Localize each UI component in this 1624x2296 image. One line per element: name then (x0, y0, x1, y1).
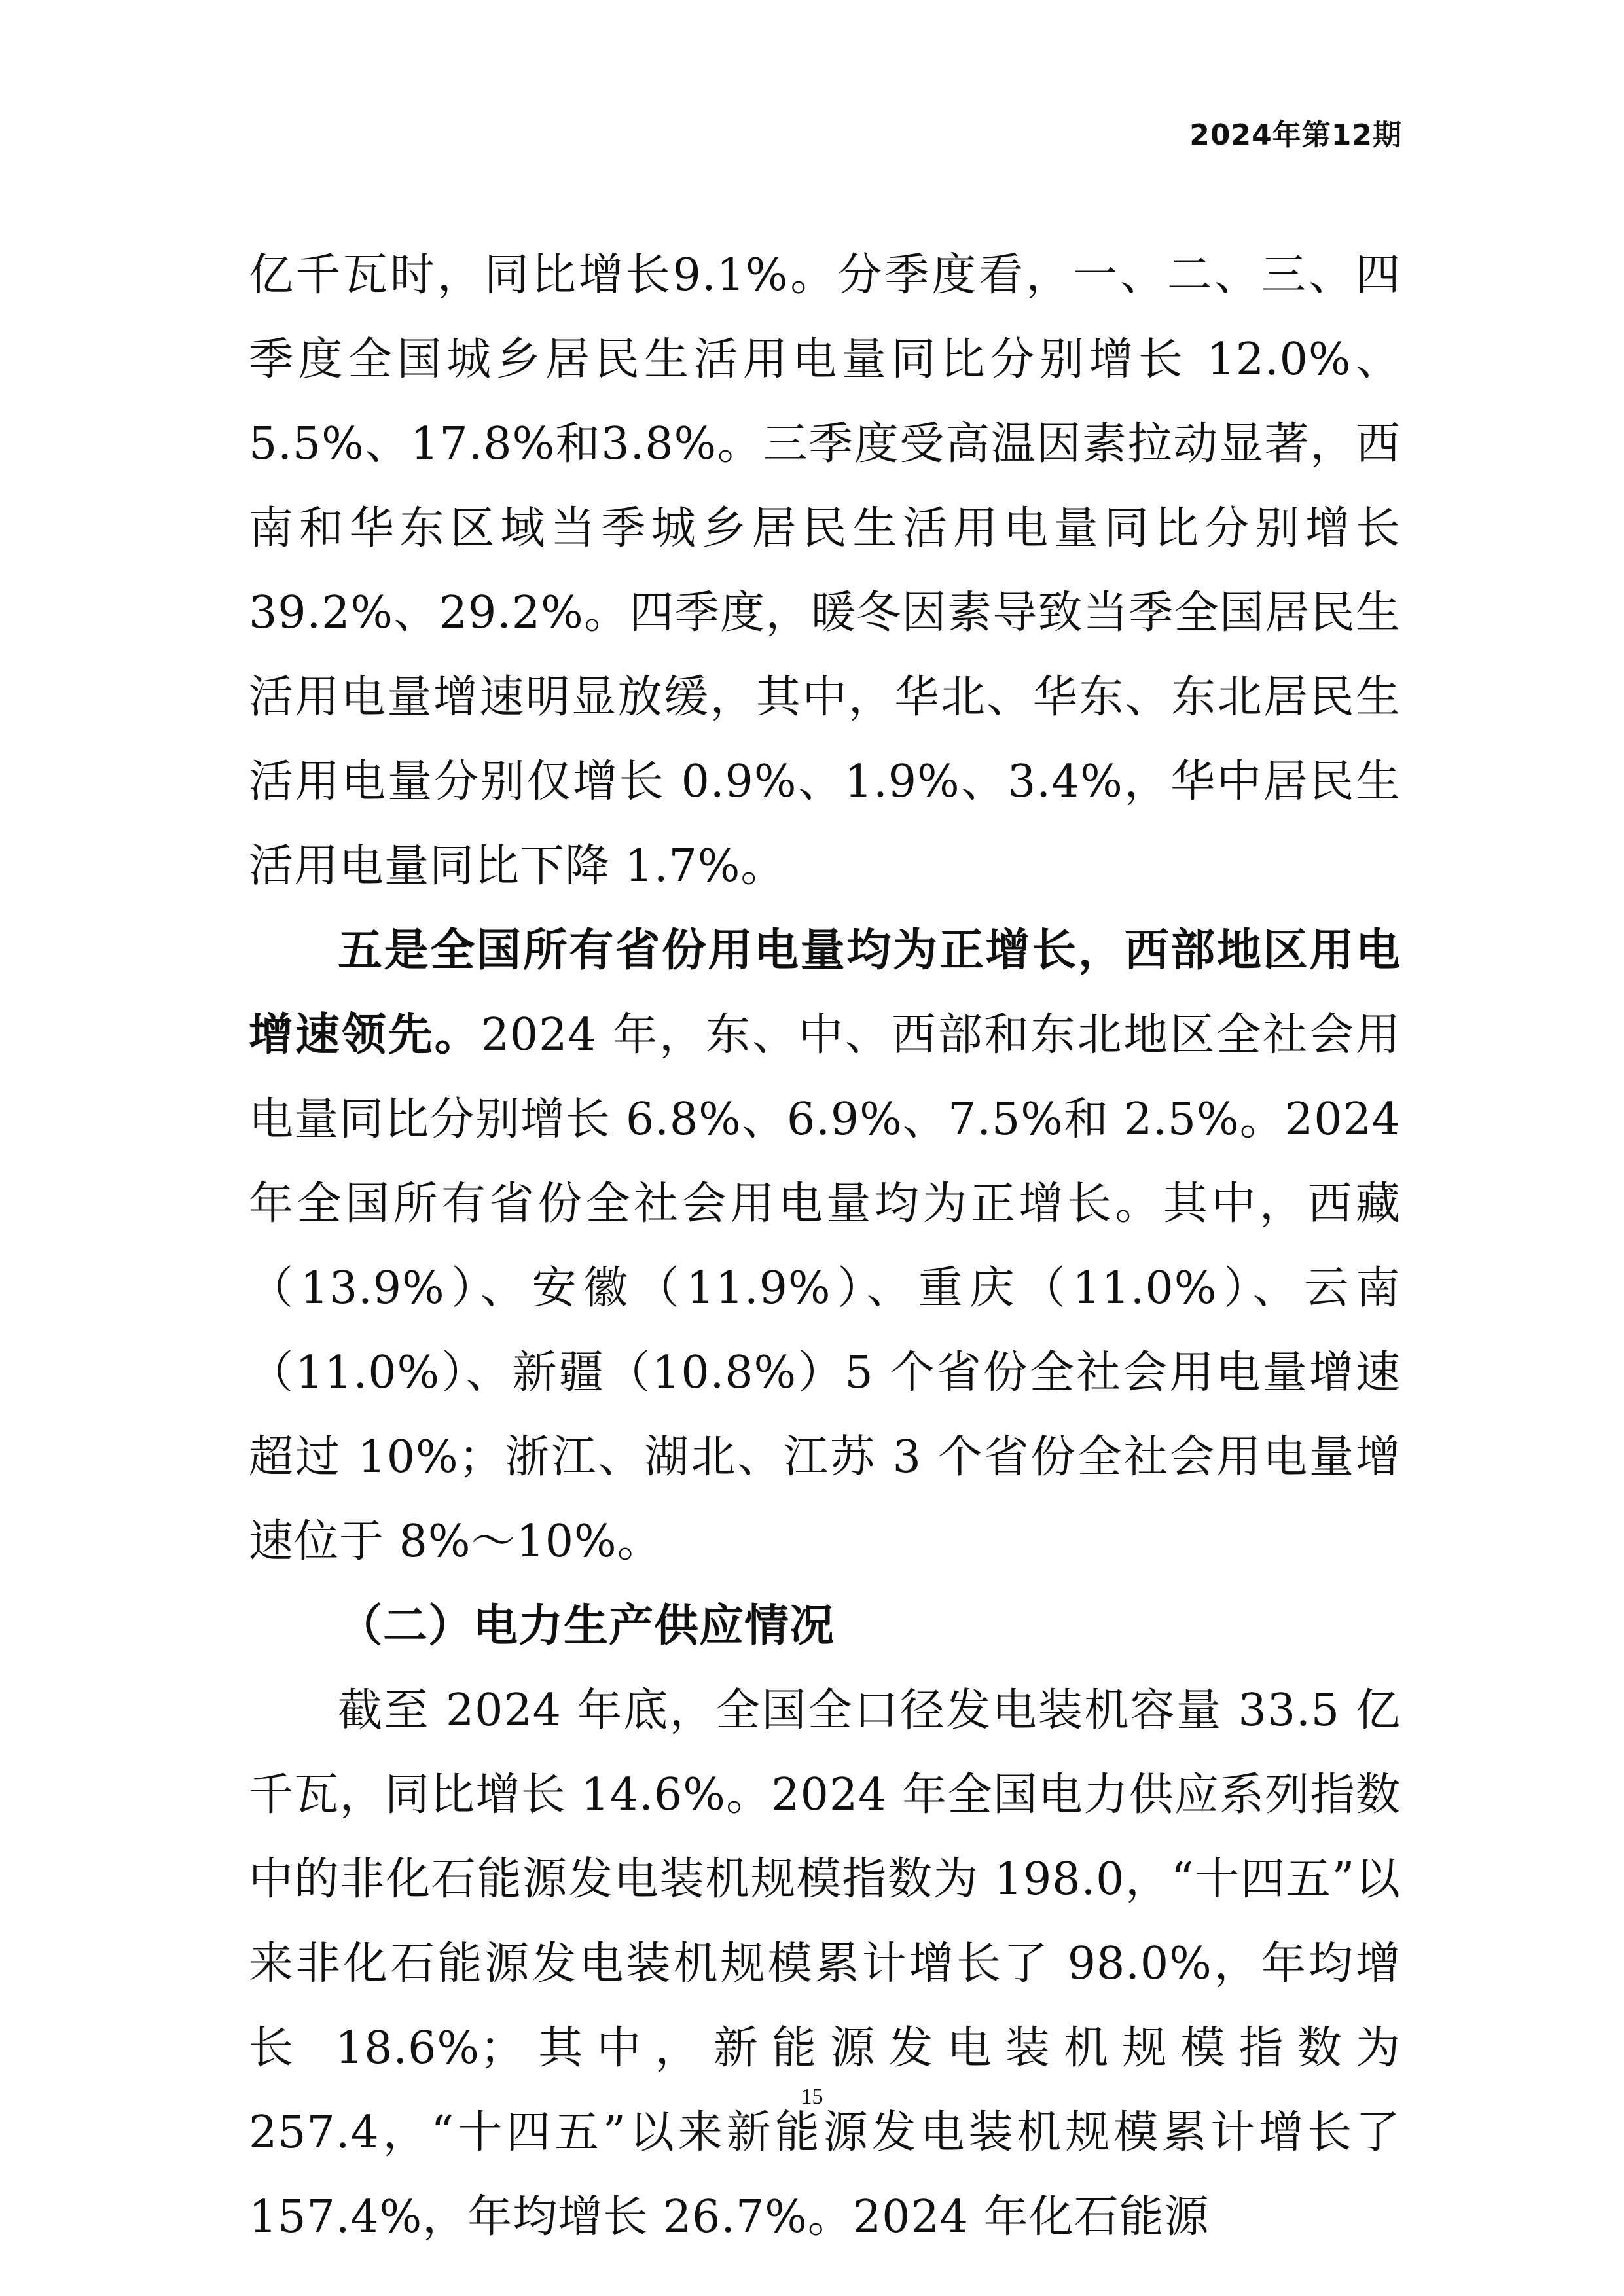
section-heading-power-supply: （二）电力生产供应情况 (338, 1600, 835, 1652)
paragraph-body-text: 2024 年，东、中、西部和东北地区全社会用电量同比分别增长 6.8%、6.9%、7.5%和 2.5%。2024 年全国所有省份全社会用电量均为正增长。其中，西藏（13.9%）、安徽（11.9%）、重庆（11.0%）、云南（11.0%）、新疆（10.8%）5 个省份全社会用电量增速超过 10%；浙江、湖北、江苏 3 个省份全社会用电量增速位于 8%～10%。 (249, 1009, 1401, 1568)
issue-label: 2024年第12期 (1189, 118, 1402, 152)
page-number: 15 (801, 2085, 823, 2109)
paragraph-residential-electricity: 亿千瓦时，同比增长9.1%。分季度看，一、二、三、四季度全国城乡居民生活用电量同比分别增长 12.0%、5.5%、17.8%和3.8%。三季度受高温因素拉动显著，西南和华东区域当季城乡居民生活用电量同比分别增长 39.2%、29.2%。四季度，暖冬因素导致当季全国居民生活用电量增速明显放缓，其中，华北、华东、东北居民生活用电量分别仅增长 0.9%、1.9%、3.4%，华中居民生活用电量同比下降 1.7%。 (249, 249, 1401, 892)
paragraph-provincial-electricity (249, 908, 1401, 1584)
paragraph-generation-capacity: 截至 2024 年底，全国全口径发电装机容量 33.5 亿千瓦，同比增长 14.6%。2024 年全国电力供应系列指数中的非化石能源发电装机规模指数为 198.0，“十四五”以来非化石能源发电装机规模累计增长了 98.0%，年均增长 18.6%；其中，新能源发电装机规模指数为 257.4，“十四五”以来新能源发电装机规模累计增长了 157.4%，年均增长 26.7%。2024 年化石能源 (249, 1685, 1401, 2243)
document-body (249, 233, 1401, 2259)
paragraph-lead-bold: 五是全国所有省份用电量均为正增长，西部地区用电增速领先。 (249, 925, 1401, 1061)
